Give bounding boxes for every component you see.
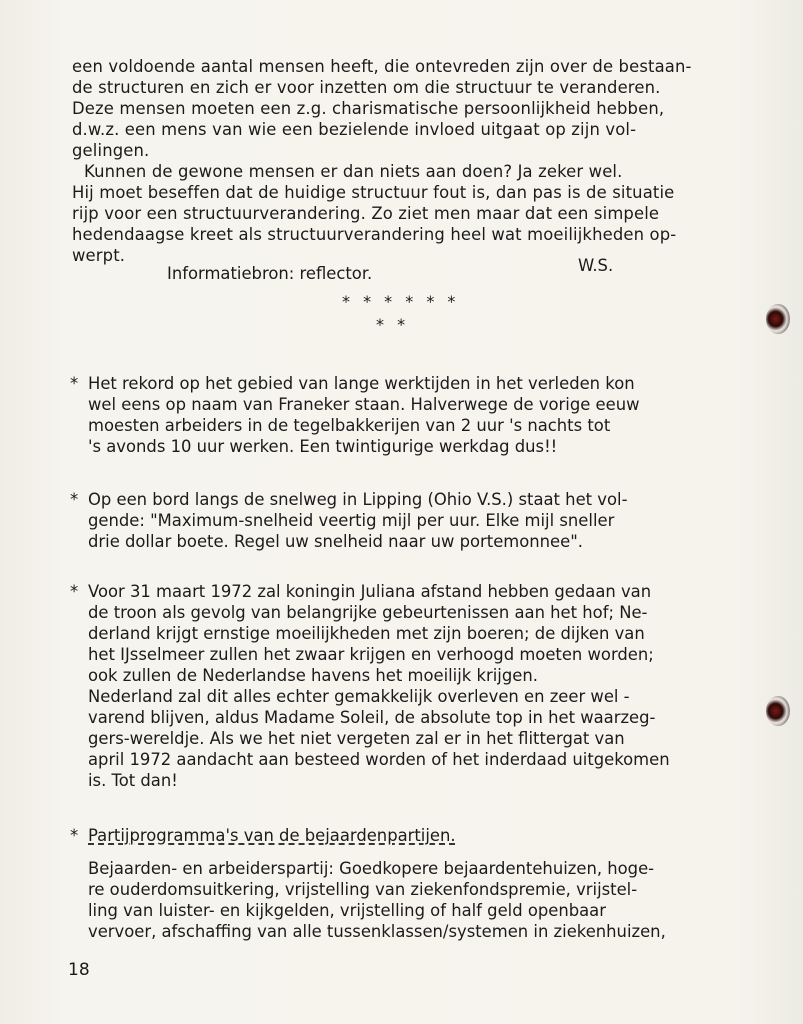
item-line: is. Tot dan! (88, 771, 178, 790)
bullet-asterisk: * (70, 374, 79, 393)
intro-line: de structuren en zich er voor inzetten om die structuur te veranderen. (72, 78, 661, 97)
author-initials: W.S. (578, 256, 614, 275)
intro-line: een voldoende aantal mensen heeft, die ontevreden zijn over de bestaan- (72, 57, 692, 76)
item-line: ook zullen de Nederlandse havens het moeilijk krijgen. (88, 666, 538, 685)
intro-line: d.w.z. een mens van wie een bezielende invloed uitgaat op zijn vol- (72, 120, 637, 139)
intro-line: gelingen. (72, 141, 150, 160)
page-number: 18 (68, 960, 90, 980)
item-line: gers-wereldje. Als we het niet vergeten zal er in het flittergat van (88, 729, 625, 748)
item-line: derland krijgt ernstige moeilijkheden met zijn boeren; de dijken van (88, 624, 645, 643)
item-line: de troon als gevolg van belangrijke gebeurtenissen aan het hof; Ne- (88, 603, 648, 622)
item-line: re ouderdomsuitkering, vrijstelling van ziekenfondspremie, vrijstel- (88, 880, 638, 899)
item-line: gende: "Maximum-snelheid veertig mijl per uur. Elke mijl sneller (88, 511, 615, 530)
intro-line: hedendaagse kreet als structuurverandering heel wat moeilijkheden op- (72, 225, 677, 244)
bullet-asterisk: * (70, 826, 79, 845)
item-line: Op een bord langs de snelweg in Lipping (Ohio V.S.) staat het vol- (88, 490, 628, 509)
item-line: 's avonds 10 uur werken. Een twintigurige werkdag dus!! (88, 437, 558, 456)
item-line: varend blijven, aldus Madame Soleil, de absolute top in het waarzeg- (88, 708, 656, 727)
bullet-asterisk: * (70, 582, 79, 601)
separator-stars: * * * * * * (342, 292, 460, 311)
intro-line: Deze mensen moeten een z.g. charismatische persoonlijkheid hebben, (72, 99, 665, 118)
item-heading: Partijprogramma's van de bejaardenpartijen. (88, 826, 456, 845)
item-line: drie dollar boete. Regel uw snelheid naar uw portemonnee". (88, 532, 583, 551)
intro-line: Hij moet beseffen dat de huidige structuur fout is, dan pas is de situatie (72, 183, 675, 202)
news-item (88, 825, 666, 942)
news-item (88, 581, 670, 791)
bullet-asterisk: * (70, 490, 79, 509)
item-line: Voor 31 maart 1972 zal koningin Juliana afstand hebben gedaan van (88, 582, 652, 601)
intro-line: werpt. (72, 246, 126, 265)
binder-hole-icon (766, 696, 790, 726)
source-label: Informatiebron: reflector. (167, 264, 373, 283)
item-line: Het rekord op het gebied van lange werktijden in het verleden kon (88, 374, 635, 393)
intro-line: Kunnen de gewone mensen er dan niets aan doen? Ja zeker wel. (84, 162, 623, 181)
item-line: Bejaarden- en arbeiderspartij: Goedkopere bejaardentehuizen, hoge- (88, 859, 655, 878)
item-line: ling van luister- en kijkgelden, vrijstelling of half geld openbaar (88, 901, 606, 920)
news-item (88, 489, 628, 552)
item-line: april 1972 aandacht aan besteed worden of het inderdaad uitgekomen (88, 750, 670, 769)
source-row (72, 256, 712, 286)
item-line: het IJsselmeer zullen het zwaar krijgen en verhoogd moeten worden; (88, 645, 654, 664)
intro-line: rijp voor een structuurverandering. Zo ziet men maar dat een simpele (72, 204, 660, 223)
item-line: wel eens op naam van Franeker staan. Halverwege de vorige eeuw (88, 395, 640, 414)
item-line: Nederland zal dit alles echter gemakkelijk overleven en zeer wel - (88, 687, 630, 706)
intro-paragraph (72, 56, 732, 266)
item-line: moesten arbeiders in de tegelbakkerijen van 2 uur 's nachts tot (88, 416, 611, 435)
item-line: vervoer, afschaffing van alle tussenklassen/systemen in ziekenhuizen, (88, 922, 666, 941)
separator-stars: * * (376, 315, 410, 334)
news-item (88, 373, 640, 457)
binder-hole-icon (766, 304, 790, 334)
